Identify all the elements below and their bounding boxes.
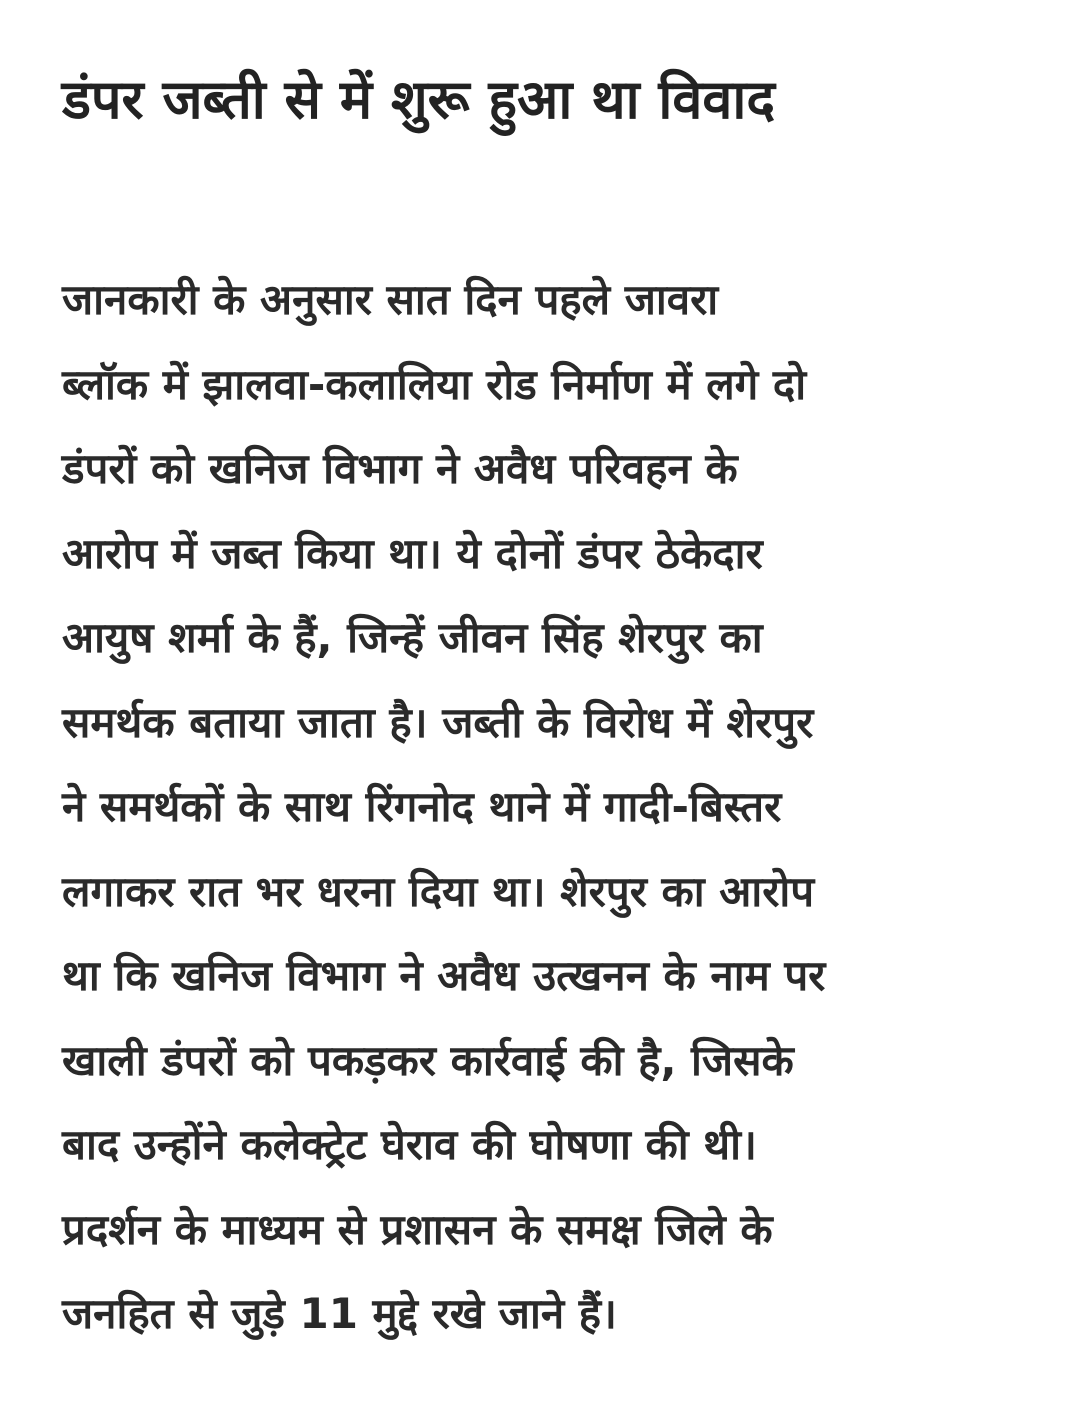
body-line: जनहित से जुड़े 11 मुद्दे रखे जाने हैं। — [62, 1289, 617, 1338]
body-line: प्रदर्शन के माध्यम से प्रशासन के समक्ष जिले के — [62, 1204, 773, 1254]
body-line: ब्लॉक में झालवा-कलालिया रोड निर्माण में लगे दो — [62, 359, 807, 409]
body-line: था कि खनिज विभाग ने अवैध उत्खनन के नाम पर — [62, 951, 826, 1000]
body-line: ने समर्थकों के साथ रिंगनोद थाने में गादी-बिस्तर — [62, 782, 782, 831]
body-line: जानकारी के अनुसार सात दिन पहले जावरा — [62, 275, 719, 324]
article-headline: डंपर जब्ती से में शुरू हुआ था विवाद — [62, 68, 776, 131]
body-line: समर्थक बताया जाता है। जब्ती के विरोध में शेरपुर — [62, 697, 814, 747]
body-line: खाली डंपरों को पकड़कर कार्रवाई की है, जिसके — [62, 1035, 794, 1085]
article — [62, 0, 1042, 1357]
body-line: बाद उन्होंने कलेक्ट्रेट घेराव की घोषणा की थी। — [62, 1120, 757, 1169]
body-line: आयुष शर्मा के हैं, जिन्हें जीवन सिंह शेरपुर का — [62, 613, 763, 662]
body-line: लगाकर रात भर धरना दिया था। शेरपुर का आरोप — [62, 866, 815, 916]
article-body — [62, 258, 1042, 1357]
body-line: डंपरों को खनिज विभाग ने अवैध परिवहन के — [62, 444, 738, 493]
body-line: आरोप में जब्त किया था। ये दोनों डंपर ठेकेदार — [62, 528, 763, 578]
